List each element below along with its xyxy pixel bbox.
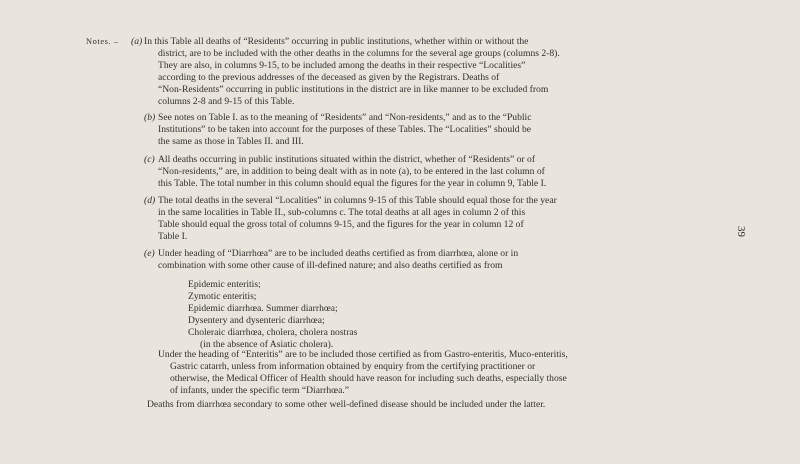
note-a	[144, 36, 664, 108]
causes-list	[188, 279, 357, 351]
note-c-line: “Non-residents,” are, in addition to being dealt with as in note (a), to be entered in the last column of	[158, 166, 545, 177]
enteritis-line: Under the heading of “Enteritis” are to be included those certified as from Gastro-enteritis, Muco-enteritis,	[158, 349, 568, 360]
note-c-marker: (c)	[144, 154, 155, 165]
note-e-line: combination with some other cause of ill-defined nature; and also deaths certified as from	[158, 260, 503, 271]
note-d-line: The total deaths in the several “Localities” in columns 9-15 of this Table should equal those for the year	[158, 195, 557, 206]
note-b-line: Institutions” to be taken into account for the purposes of these Tables. The “Localities” should be	[158, 124, 532, 135]
note-e-marker: (e)	[144, 248, 155, 259]
note-b-marker: (b)	[144, 112, 156, 123]
page-number: 39	[735, 226, 747, 237]
note-d	[158, 195, 664, 243]
note-a-marker: (a)	[131, 36, 143, 47]
note-b-line: the same as those in Tables II. and III.	[158, 136, 304, 147]
list-item: (in the absence of Asiatic cholera).	[200, 339, 334, 350]
note-d-marker: (d)	[144, 195, 156, 206]
note-b	[158, 112, 664, 148]
note-d-line: in the same localities in Table II., sub-columns c. The total deaths at all ages in column 2 of this	[158, 207, 526, 218]
note-a-line: district, are to be included with the other deaths in the columns for the several age groups (columns 2-8).	[158, 48, 560, 59]
final-note-line: Deaths from diarrhœa secondary to some other well-defined disease should be included under the latter.	[147, 399, 546, 410]
note-c	[158, 154, 664, 190]
final-note	[147, 399, 667, 411]
enteritis-line: of infants, under the specific term “Diarrhœa.”	[170, 385, 350, 396]
note-a-line: They are also, in columns 9-15, to be included among the deaths in their respective “Localities”	[158, 60, 526, 71]
note-d-line: Table should equal the gross total of columns 9-15, and the figures for the year in column 12 of	[158, 219, 524, 230]
note-e-line: Under heading of “Diarrhœa” are to be included deaths certified as from diarrhœa, alone or in	[158, 248, 519, 259]
list-item: Zymotic enteritis;	[188, 291, 257, 302]
enteritis-line: otherwise, the Medical Officer of Health should have reason for including such deaths, especially those	[170, 373, 567, 384]
note-a-line: “Non-Residents” occurring in public institutions in the district are in like manner to be excluded from	[158, 84, 549, 95]
list-item: Dysentery and dysenteric diarrhœa;	[188, 315, 325, 326]
note-d-line: Table I.	[158, 231, 188, 242]
list-item: Epidemic diarrhœa. Summer diarrhœa;	[188, 303, 338, 314]
note-b-line: See notes on Table I. as to the meaning of “Residents” and “Non-residents,” and as to the “Public	[158, 112, 532, 123]
list-item: Epidemic enteritis;	[188, 279, 261, 290]
list-item: Choleraic diarrhœa, cholera, cholera nostras	[188, 327, 358, 338]
enteritis-note	[158, 349, 664, 397]
notes-label: Notes. –	[86, 37, 119, 46]
note-a-line: In this Table all deaths of “Residents” occurring in public institutions, whether within or without the	[144, 36, 529, 47]
note-e	[158, 248, 664, 272]
note-a-line: according to the previous addresses of the deceased as given by the Registrars. Deaths of	[158, 72, 500, 83]
note-a-line: columns 2-8 and 9-15 of this Table.	[158, 96, 295, 107]
note-c-line: All deaths occurring in public institutions situated within the district, whether of “Residents” or of	[158, 154, 536, 165]
note-c-line: this Table. The total number in this column should equal the figures for the year in column 9, Table I.	[158, 178, 547, 189]
enteritis-line: Gastric catarrh, unless from information obtained by enquiry from the certifying practitioner or	[170, 361, 536, 372]
